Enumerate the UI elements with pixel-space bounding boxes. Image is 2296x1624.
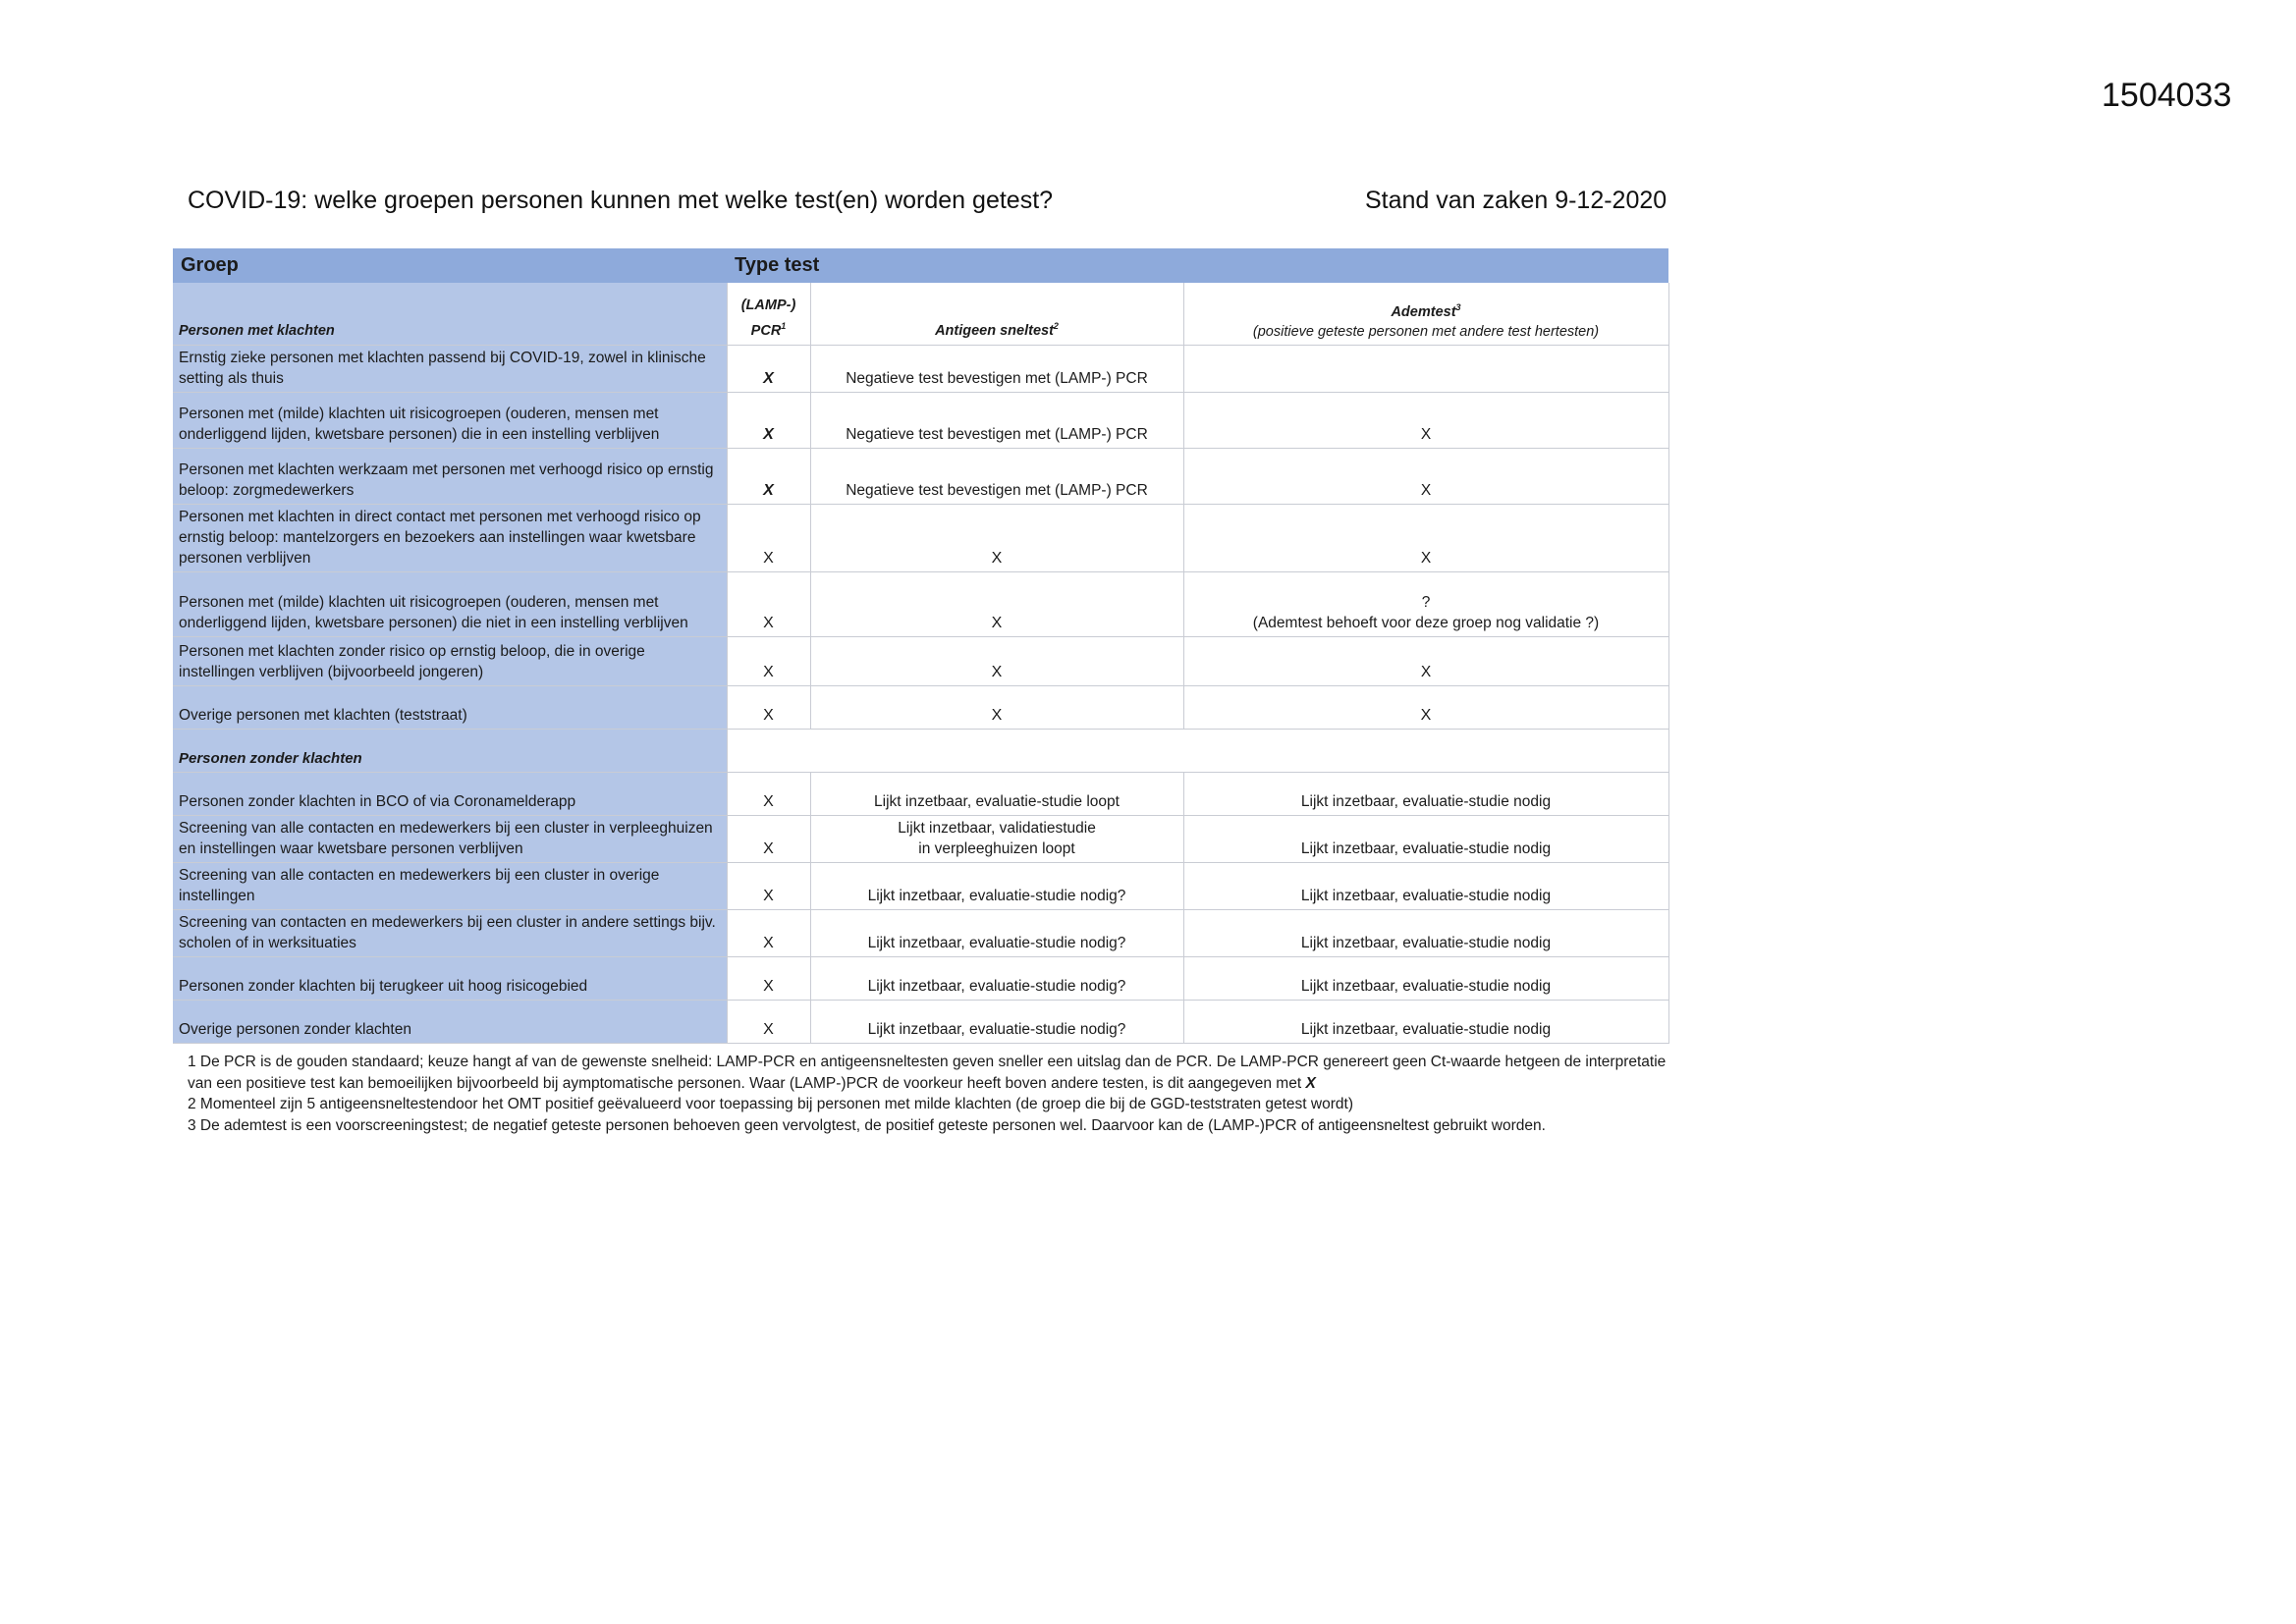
- antigeen-cell: Lijkt inzetbaar, evaluatie-studie nodig?: [810, 909, 1183, 956]
- group-cell: Personen zonder klachten bij terugkeer uit hoog risicogebied: [173, 956, 727, 1000]
- pcr-cell: X: [727, 345, 810, 392]
- adem-cell: Lijkt inzetbaar, evaluatie-studie nodig: [1183, 909, 1668, 956]
- col-group-header: Groep: [173, 248, 727, 283]
- pcr-column-header: [727, 283, 810, 345]
- antigeen-cell: Negatieve test bevestigen met (LAMP-) PCR: [810, 392, 1183, 448]
- table-row: [173, 685, 1668, 729]
- antigeen-cell: X: [810, 685, 1183, 729]
- adem-cell: X: [1183, 448, 1668, 504]
- adem-cell: X: [1183, 685, 1668, 729]
- group-cell: Overige personen zonder klachten: [173, 1000, 727, 1043]
- group-cell: Screening van alle contacten en medewerkers bij een cluster in verpleeghuizen en instellingen waar kwetsbare personen verblijven: [173, 815, 727, 862]
- pcr-cell: X: [727, 862, 810, 909]
- antigeen-header-label: Antigeen sneltest: [935, 322, 1054, 339]
- pcr-cell: X: [727, 448, 810, 504]
- table-row: [173, 862, 1668, 909]
- table-row: [173, 956, 1668, 1000]
- document-number: 1504033: [2102, 77, 2232, 114]
- col-type-header: Type test: [727, 248, 1668, 283]
- antigeen-cell: X: [810, 504, 1183, 571]
- page-title: COVID-19: welke groepen personen kunnen met welke test(en) worden getest?: [188, 187, 1054, 214]
- antigeen-column-header: [810, 283, 1183, 345]
- pcr-cell: X: [727, 685, 810, 729]
- antigeen-cell: Lijkt inzetbaar, evaluatie-studie nodig?: [810, 956, 1183, 1000]
- subheader-row: [173, 283, 1668, 345]
- antigeen-cell: Lijkt inzetbaar, evaluatie-studie nodig?: [810, 1000, 1183, 1043]
- pcr-cell: X: [727, 571, 810, 636]
- antigeen-line-2: in verpleeghuizen loopt: [918, 839, 1075, 857]
- table-row: [173, 392, 1668, 448]
- footnote-2: 2 Momenteel zijn 5 antigeensneltestendoor het OMT positief geëvalueerd voor toepassing bij personen met milde klachten (de groep die bij de GGD-teststraten getest wordt): [188, 1096, 1353, 1112]
- pcr-cell: X: [727, 1000, 810, 1043]
- adem-header-subtitle: (positieve geteste personen met andere test hertesten): [1252, 323, 1600, 340]
- table-row: [173, 345, 1668, 392]
- adem-cell: X: [1183, 504, 1668, 571]
- group-cell: Personen met klachten werkzaam met personen met verhoogd risico op ernstig beloop: zorgmedewerkers: [173, 448, 727, 504]
- pcr-header-line-1: (LAMP-): [740, 297, 796, 313]
- group-cell: Personen met (milde) klachten uit risicogroepen (ouderen, mensen met onderliggend lijden, kwetsbare personen) die in een instelling verblijven: [173, 392, 727, 448]
- pcr-cell: X: [727, 504, 810, 571]
- antigeen-cell: X: [810, 571, 1183, 636]
- test-matrix-table: [173, 248, 1669, 1044]
- table-row: [173, 815, 1668, 862]
- table-header-row: [173, 248, 1668, 283]
- table-row: [173, 571, 1668, 636]
- adem-header-label: Ademtest: [1391, 303, 1456, 320]
- footnote-1-text: 1 De PCR is de gouden standaard; keuze hangt af van de gewenste snelheid: LAMP-PCR en antigeensneltesten geven sneller een uitslag dan de PCR. De LAMP-PCR genereert geen Ct-waarde hetgeen de interpretatie van een positieve test kan bemoeilijken bijvoorbeeld bij aymptomatische personen. Waar (LAMP-)PCR de voorkeur heeft boven andere testen, is dit aangegeven met: [188, 1054, 1667, 1092]
- group-cell: Personen zonder klachten in BCO of via Coronamelderapp: [173, 772, 727, 815]
- adem-cell: Lijkt inzetbaar, evaluatie-studie nodig: [1183, 772, 1668, 815]
- footnote-3: 3 De ademtest is een voorscreeningstest; de negatief geteste personen behoeven geen vervolgtest, de positief geteste personen wel. Daarvoor kan de (LAMP-)PCR of antigeensneltest gebruikt worden.: [188, 1116, 1546, 1134]
- adem-cell: X: [1183, 392, 1668, 448]
- adem-value: ?: [1421, 593, 1431, 611]
- adem-footnote-ref: 3: [1455, 301, 1461, 312]
- pcr-cell: X: [727, 909, 810, 956]
- table-row: [173, 772, 1668, 815]
- adem-cell: Lijkt inzetbaar, evaluatie-studie nodig: [1183, 862, 1668, 909]
- adem-cell: X: [1183, 636, 1668, 685]
- antigeen-cell: Negatieve test bevestigen met (LAMP-) PCR: [810, 448, 1183, 504]
- adem-cell: Lijkt inzetbaar, evaluatie-studie nodig: [1183, 1000, 1668, 1043]
- adem-validation-note: (Ademtest behoeft voor deze groep nog validatie ?): [1252, 614, 1600, 631]
- footnotes: [188, 1052, 1690, 1136]
- antigeen-cell: Lijkt inzetbaar, evaluatie-studie loopt: [810, 772, 1183, 815]
- antigeen-line-1: Lijkt inzetbaar, validatiestudie: [898, 819, 1096, 837]
- table-row: [173, 504, 1668, 571]
- antigeen-cell: Lijkt inzetbaar, evaluatie-studie nodig?: [810, 862, 1183, 909]
- antigeen-cell: X: [810, 636, 1183, 685]
- table-row: [173, 909, 1668, 956]
- group-cell: Overige personen met klachten (teststraat): [173, 685, 727, 729]
- footnote-1-mark: X: [1305, 1074, 1316, 1092]
- status-date: Stand van zaken 9-12-2020: [1365, 187, 1667, 214]
- group-cell: Personen met klachten zonder risico op ernstig beloop, die in overige instellingen verblijven (bijvoorbeeld jongeren): [173, 636, 727, 685]
- section-spacer-cell: [727, 729, 1668, 772]
- adem-cell: [1183, 571, 1668, 636]
- section-row: [173, 729, 1668, 772]
- group-cell: Screening van alle contacten en medewerkers bij een cluster in overige instellingen: [173, 862, 727, 909]
- pcr-footnote-ref: 1: [781, 320, 787, 331]
- group-cell: Screening van contacten en medewerkers bij een cluster in andere settings bijv. scholen of in werksituaties: [173, 909, 727, 956]
- group-cell: Personen met (milde) klachten uit risicogroepen (ouderen, mensen met onderliggend lijden, kwetsbare personen) die niet in een instelling verblijven: [173, 571, 727, 636]
- pcr-cell: X: [727, 772, 810, 815]
- adem-cell: Lijkt inzetbaar, evaluatie-studie nodig: [1183, 815, 1668, 862]
- group-cell: Ernstig zieke personen met klachten passend bij COVID-19, zowel in klinische setting als thuis: [173, 345, 727, 392]
- adem-cell: Lijkt inzetbaar, evaluatie-studie nodig: [1183, 956, 1668, 1000]
- section-heading-without-symptoms: Personen zonder klachten: [173, 729, 727, 772]
- table-row: [173, 448, 1668, 504]
- section-heading-with-symptoms: Personen met klachten: [173, 283, 727, 345]
- pcr-cell: X: [727, 956, 810, 1000]
- adem-cell: [1183, 345, 1668, 392]
- footnote-1: [188, 1052, 1690, 1094]
- pcr-header-line-2: PCR: [750, 322, 782, 339]
- table-row: [173, 636, 1668, 685]
- table-row: [173, 1000, 1668, 1043]
- group-cell: Personen met klachten in direct contact met personen met verhoogd risico op ernstig beloop: mantelzorgers en bezoekers aan instellingen waar kwetsbare personen verblijven: [173, 504, 727, 571]
- antigeen-cell: [810, 815, 1183, 862]
- pcr-cell: X: [727, 392, 810, 448]
- pcr-cell: X: [727, 636, 810, 685]
- pcr-cell: X: [727, 815, 810, 862]
- adem-column-header: [1183, 283, 1668, 345]
- antigeen-cell: Negatieve test bevestigen met (LAMP-) PCR: [810, 345, 1183, 392]
- antigeen-footnote-ref: 2: [1053, 320, 1059, 331]
